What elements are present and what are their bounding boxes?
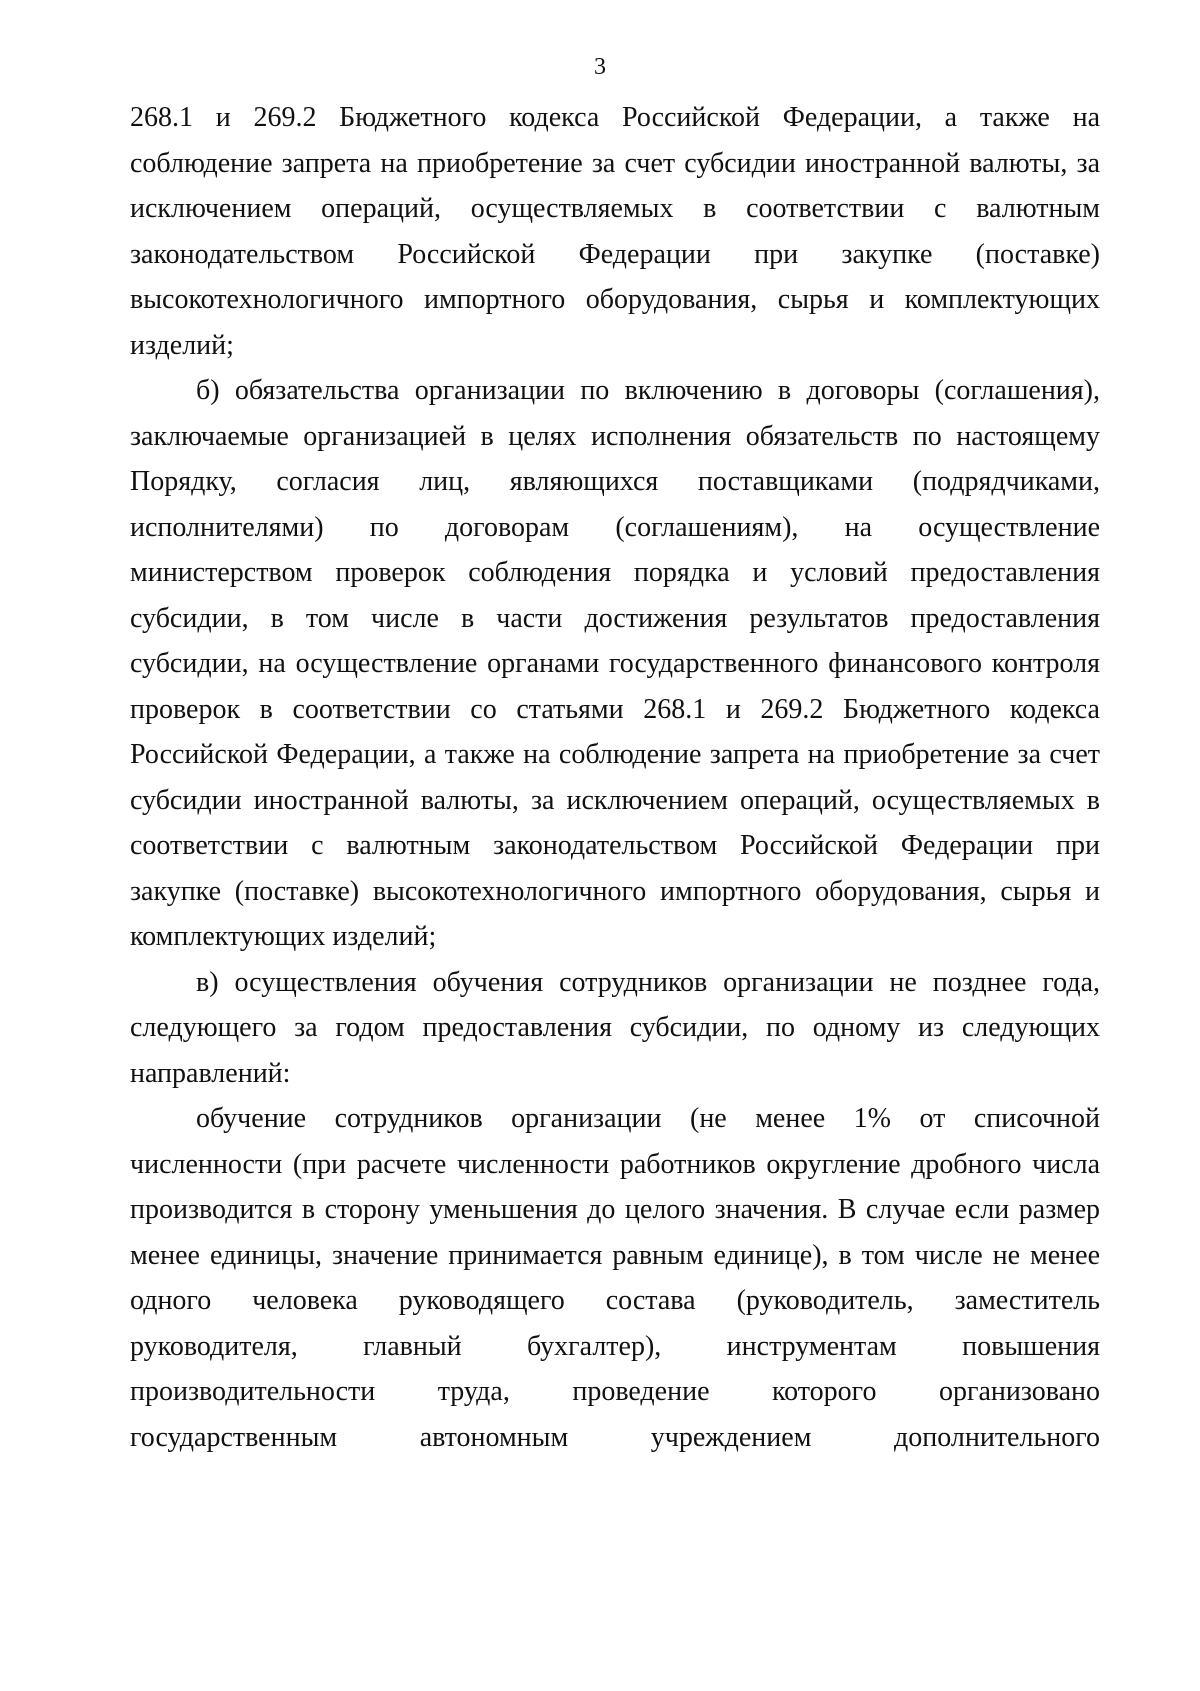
text-line: соответствии с валютным законодательством Российской Федерации при bbox=[130, 830, 1100, 861]
text-line: производительности труда, проведение которого организовано bbox=[130, 1376, 1100, 1407]
text-line: следующего за годом предоставления субсидии, по одному из следующих bbox=[130, 1012, 1100, 1043]
text-line: 268.1 и 269.2 Бюджетного кодекса Российской Федерации, а также на bbox=[130, 102, 1100, 133]
text-line: б) обязательства организации по включению в договоры (соглашения), bbox=[196, 375, 1100, 406]
text-line: субсидии, в том числе в части достижения результатов предоставления bbox=[130, 602, 1100, 634]
text-line: изделий; bbox=[130, 329, 234, 361]
text-line: в) осуществления обучения сотрудников организации не позднее года, bbox=[196, 966, 1100, 998]
text-line: одного человека руководящего состава (руководитель, заместитель bbox=[130, 1285, 1100, 1316]
text-line: высокотехнологичного импортного оборудования, сырья и комплектующих bbox=[130, 284, 1100, 315]
text-line: закупке (поставке) высокотехнологичного импортного оборудования, сырья и bbox=[130, 875, 1100, 907]
text-line: обучение сотрудников организации (не менее 1% от списочной bbox=[196, 1103, 1100, 1134]
text-line: соблюдение запрета на приобретение за счет субсидии иностранной валюты, за bbox=[130, 147, 1100, 179]
text-line: исключением операций, осуществляемых в соответствии с валютным bbox=[130, 193, 1100, 224]
text-line: проверок в соответствии со статьями 268.1 и 269.2 Бюджетного кодекса bbox=[130, 693, 1100, 725]
text-line: законодательством Российской Федерации при закупке (поставке) bbox=[130, 238, 1100, 270]
text-line: руководителя, главный бухгалтер), инструментам повышения bbox=[130, 1330, 1100, 1362]
text-line: комплектующих изделий; bbox=[130, 921, 437, 952]
text-line: государственным автономным учреждением дополнительного bbox=[130, 1421, 1100, 1453]
text-line: менее единицы, значение принимается равным единице), в том числе не менее bbox=[130, 1239, 1100, 1271]
text-line: направлений: bbox=[130, 1057, 291, 1089]
text-line: численности (при расчете численности работников округление дробного числа bbox=[130, 1148, 1100, 1180]
text-line: производится в сторону уменьшения до целого значения. В случае если размер bbox=[130, 1194, 1100, 1225]
text-line: заключаемые организацией в целях исполнения обязательств по настоящему bbox=[130, 420, 1100, 452]
text-line: Российской Федерации, а также на соблюдение запрета на приобретение за счет bbox=[130, 739, 1100, 770]
page-number: 3 bbox=[594, 54, 606, 80]
text-line: исполнителями) по договорам (соглашениям), на осуществление bbox=[130, 511, 1100, 543]
text-line: Порядку, согласия лиц, являющихся поставщиками (подрядчиками, bbox=[130, 466, 1100, 497]
text-line: министерством проверок соблюдения порядка и условий предоставления bbox=[130, 557, 1100, 588]
text-line: субсидии иностранной валюты, за исключением операций, осуществляемых в bbox=[130, 784, 1100, 816]
text-line: субсидии, на осуществление органами государственного финансового контроля bbox=[130, 648, 1100, 679]
